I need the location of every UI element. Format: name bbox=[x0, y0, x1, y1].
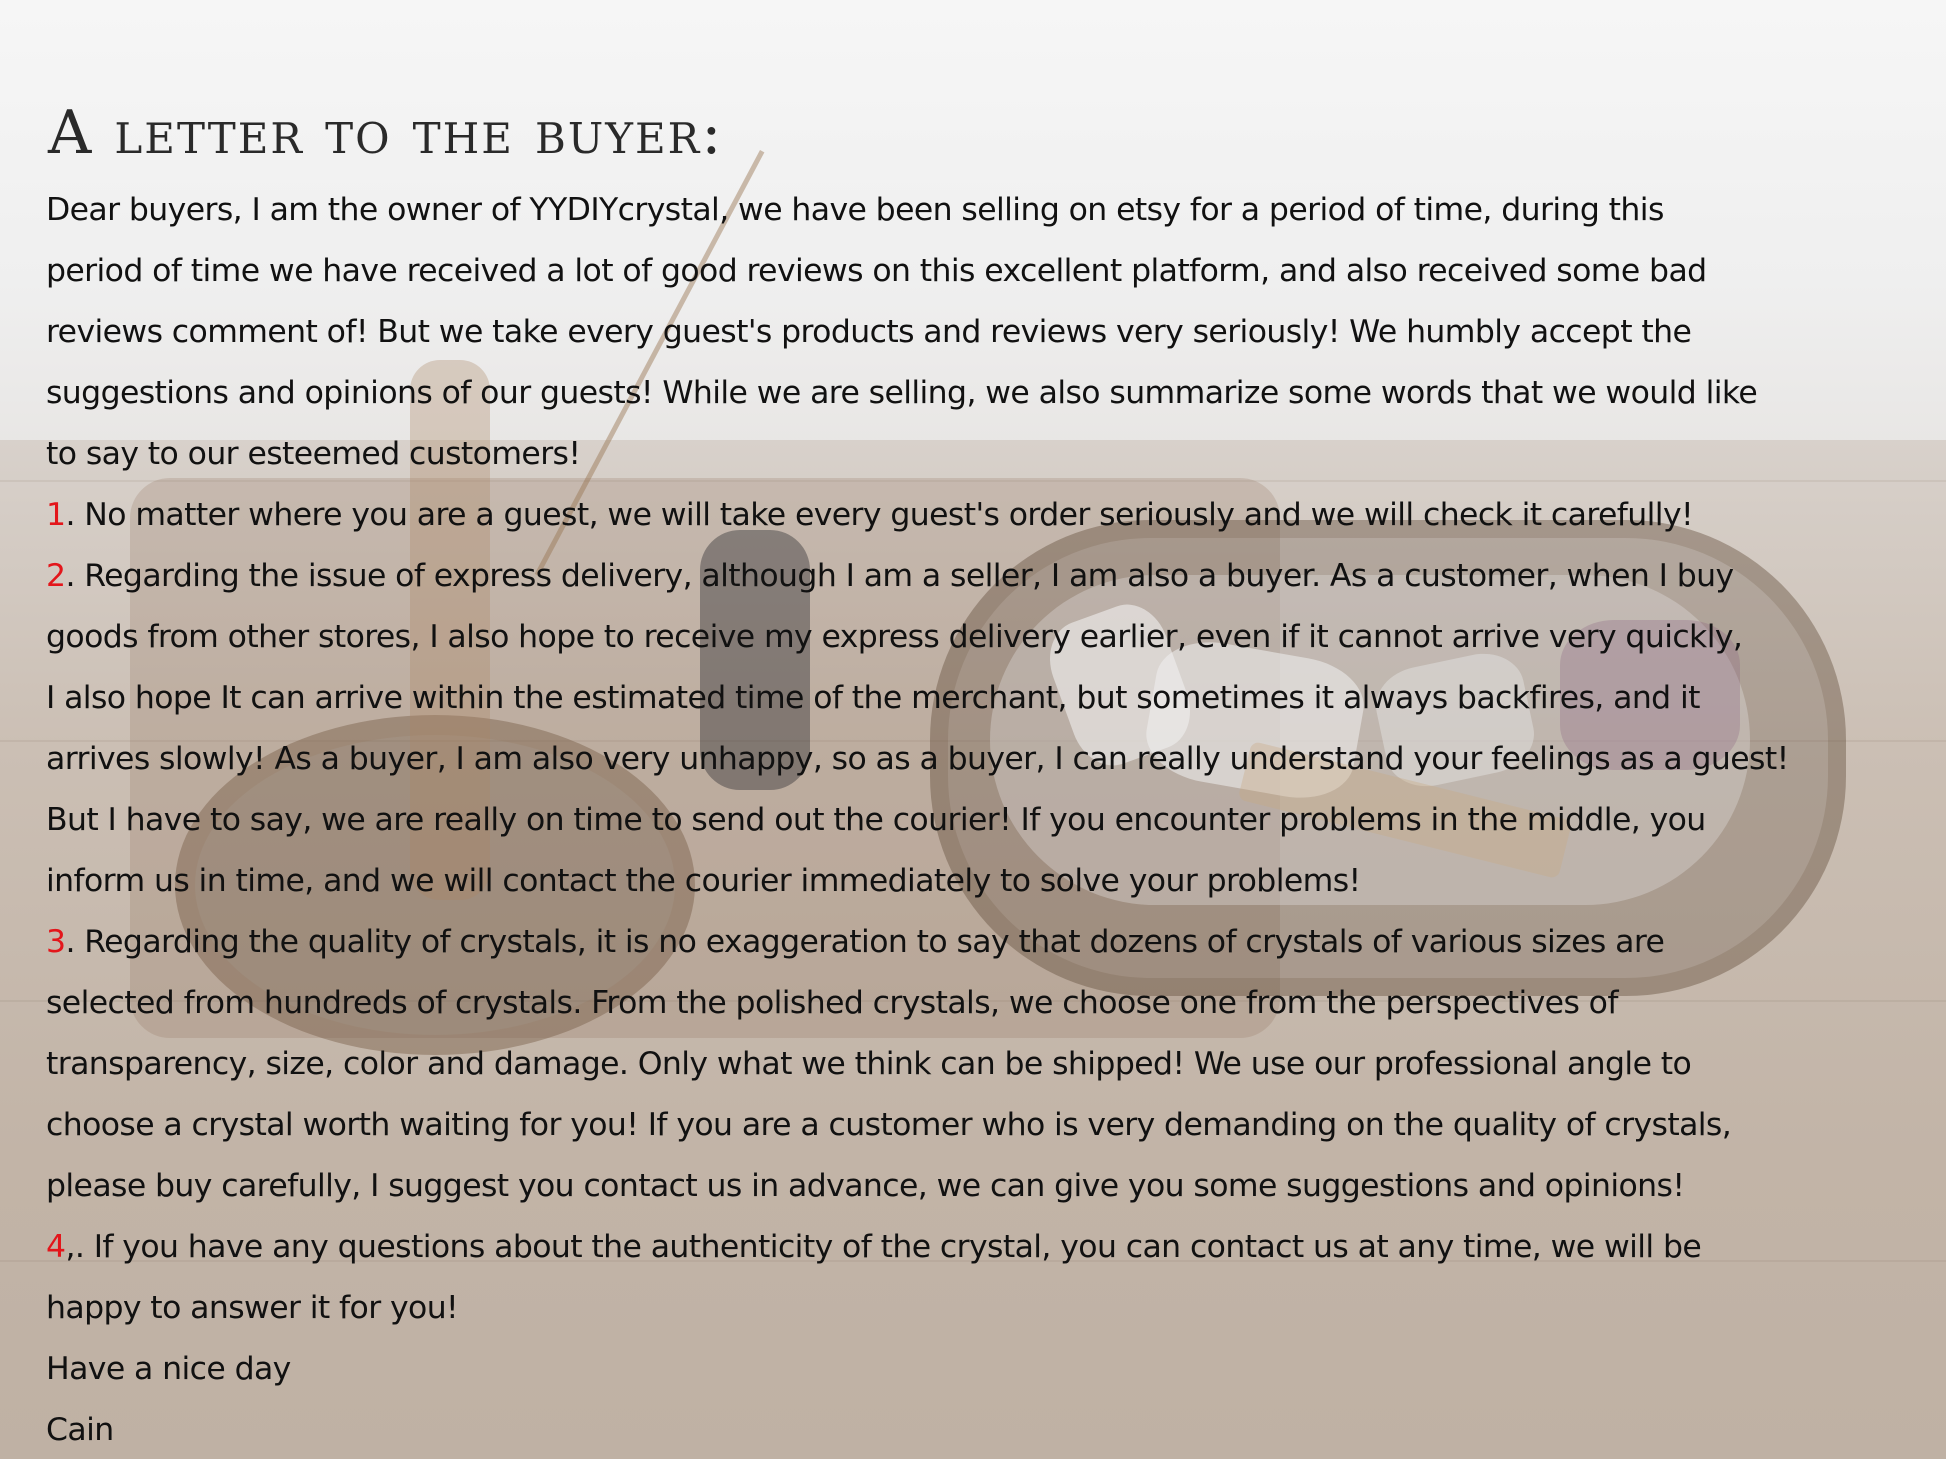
point-2-line: I also hope It can arrive within the estimated time of the merchant, but sometimes it always backfires, and it bbox=[46, 680, 1700, 716]
point-2-line: goods from other stores, I also hope to receive my express delivery earlier, even if it cannot arrive very quickly, bbox=[46, 619, 1743, 655]
point-3-line: selected from hundreds of crystals. From the polished crystals, we choose one from the perspectives of bbox=[46, 985, 1618, 1021]
point-2-line: arrives slowly! As a buyer, I am also very unhappy, so as a buyer, I can really understand your feelings as a guest! bbox=[46, 741, 1789, 777]
intro-line: period of time we have received a lot of good reviews on this excellent platform, and also received some bad bbox=[46, 253, 1707, 289]
point-4-line bbox=[46, 1227, 1701, 1267]
intro-line: suggestions and opinions of our guests! While we are selling, we also summarize some words that we would like bbox=[46, 375, 1758, 411]
point-3-number: 3 bbox=[46, 924, 66, 960]
point-3-line: please buy carefully, I suggest you contact us in advance, we can give you some suggestions and opinions! bbox=[46, 1168, 1685, 1204]
point-2-line bbox=[46, 556, 1734, 596]
signature: Cain bbox=[46, 1412, 114, 1448]
point-3-line bbox=[46, 922, 1664, 962]
intro-line: Dear buyers, I am the owner of YYDIYcrystal, we have been selling on etsy for a period of time, during this bbox=[46, 192, 1664, 228]
point-2-line: But I have to say, we are really on time to send out the courier! If you encounter problems in the middle, you bbox=[46, 802, 1706, 838]
closing-line: Have a nice day bbox=[46, 1351, 291, 1387]
point-2-line: inform us in time, and we will contact the courier immediately to solve your problems! bbox=[46, 863, 1361, 899]
point-1-line bbox=[46, 495, 1693, 535]
point-3-line: choose a crystal worth waiting for you! If you are a customer who is very demanding on the quality of crystals, bbox=[46, 1107, 1732, 1143]
point-3-text: . Regarding the quality of crystals, it is no exaggeration to say that dozens of crystals of various sizes are bbox=[65, 924, 1665, 960]
point-1-number: 1 bbox=[46, 497, 66, 533]
intro-line: to say to our esteemed customers! bbox=[46, 436, 581, 472]
point-1-text: . No matter where you are a guest, we will take every guest's order seriously and we will check it carefully! bbox=[65, 497, 1694, 533]
intro-line: reviews comment of! But we take every guest's products and reviews very seriously! We humbly accept the bbox=[46, 314, 1692, 350]
point-2-number: 2 bbox=[46, 558, 66, 594]
point-4-line: happy to answer it for you! bbox=[46, 1290, 459, 1326]
point-4-number: 4 bbox=[46, 1229, 66, 1265]
point-4-text: ,. If you have any questions about the authenticity of the crystal, you can contact us at any time, we will be bbox=[65, 1229, 1702, 1265]
point-3-line: transparency, size, color and damage. Only what we think can be shipped! We use our professional angle to bbox=[46, 1046, 1692, 1082]
point-2-text: . Regarding the issue of express delivery, although I am a seller, I am also a buyer. As a customer, when I buy bbox=[65, 558, 1734, 594]
letter-title: A letter to the buyer: bbox=[48, 98, 724, 168]
